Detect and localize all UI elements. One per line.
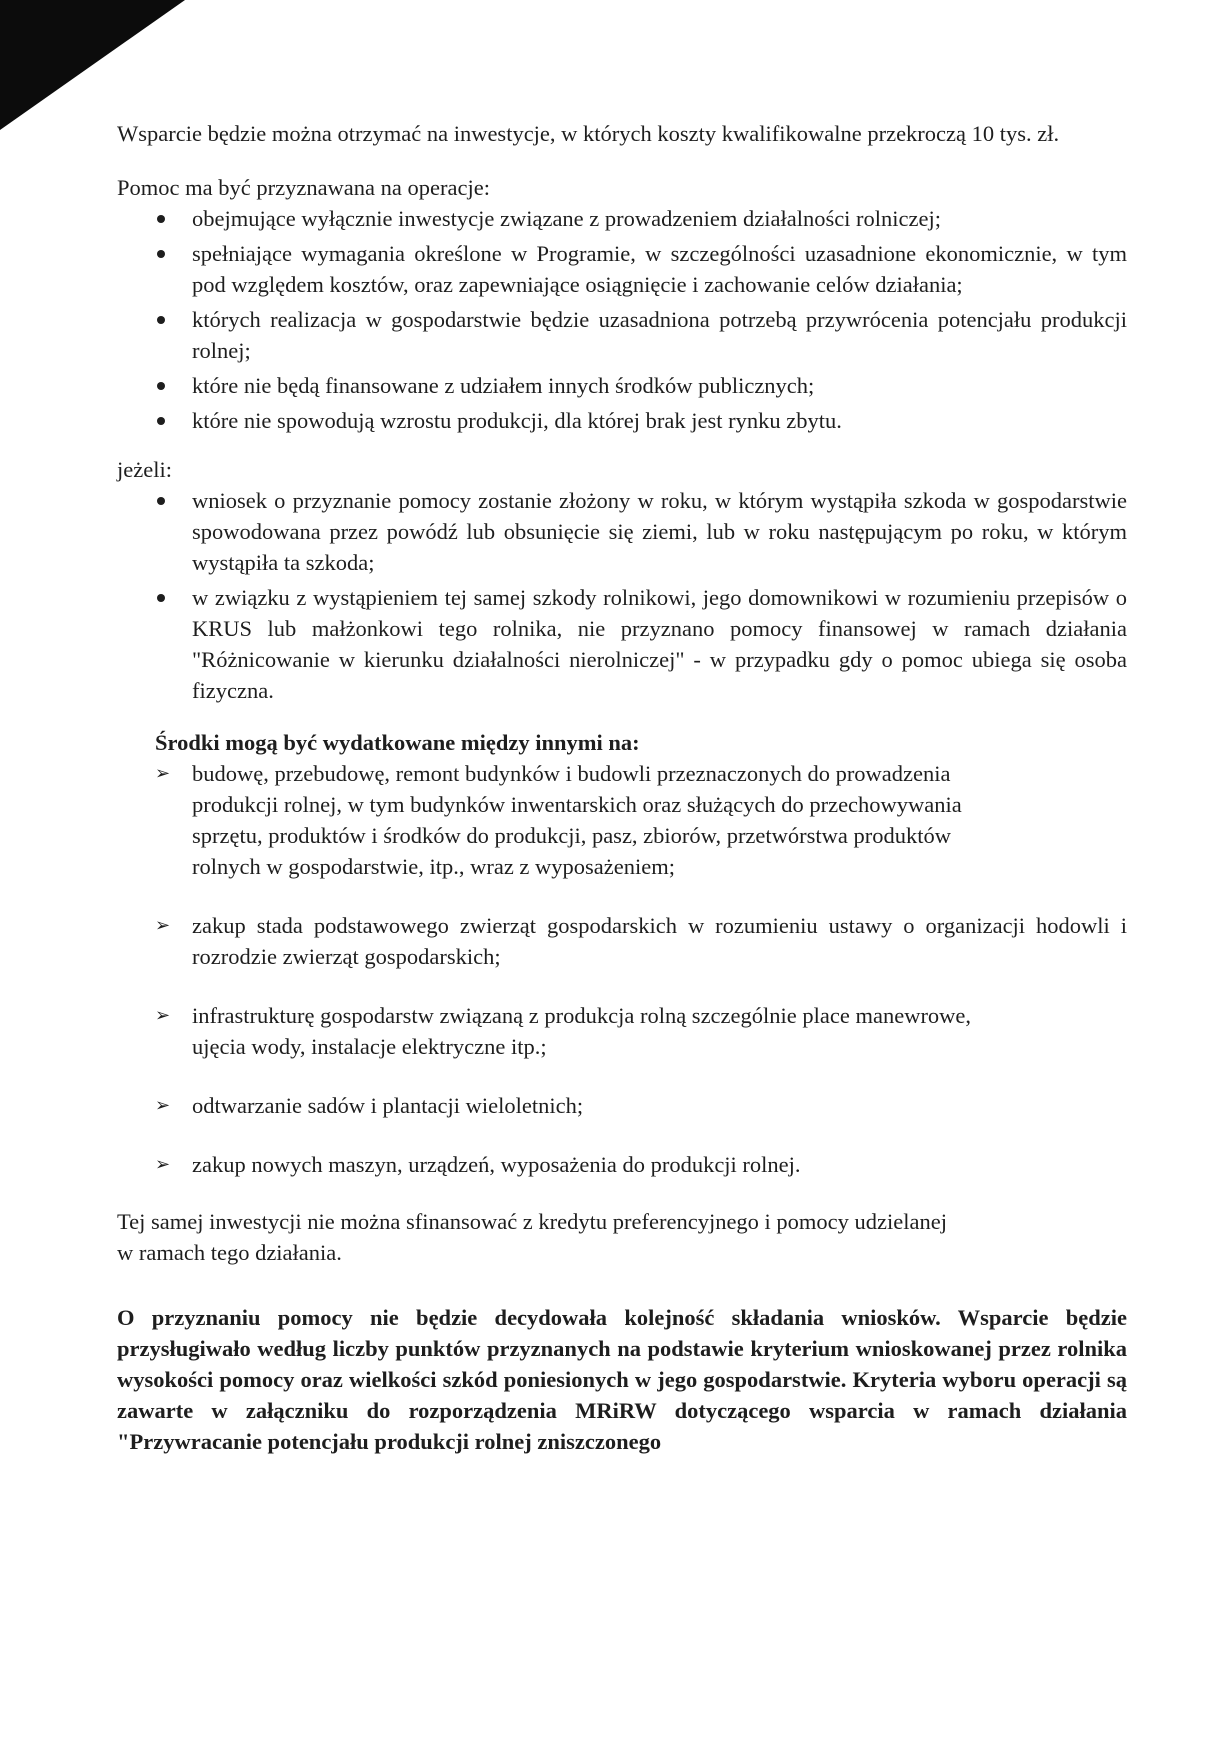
operations-list (117, 203, 1127, 436)
conditions-lead: jeżeli: (117, 457, 172, 482)
means-list (117, 758, 1127, 1180)
scan-dark-corner (0, 0, 185, 130)
list-item (117, 1090, 1127, 1121)
list-item-text: zakup nowych maszyn, urządzeń, wyposażenia do produkcji rolnej. (192, 1152, 801, 1177)
list-item (117, 1000, 1127, 1062)
list-item (117, 910, 1127, 972)
arrow-bullet-icon: ➢ (155, 763, 171, 784)
arrow-bullet-icon: ➢ (155, 1154, 171, 1175)
list-item: obejmujące wyłącznie inwestycje związane z prowadzeniem działalności rolniczej; (117, 203, 1127, 234)
arrow-bullet-icon: ➢ (155, 1095, 171, 1116)
arrow-bullet-icon: ➢ (155, 915, 171, 936)
list-item: które nie będą finansowane z udziałem innych środków publicznych; (117, 370, 1127, 401)
means-heading: Środki mogą być wydatkowane między innymi na: (155, 730, 640, 755)
list-item: spełniające wymagania określone w Programie, w szczególności uzasadnione ekonomicznie, w tym pod względem kosztów, oraz zapewniające osiągnięcie i zachowanie celów działania; (117, 238, 1127, 300)
list-item: które nie spowodują wzrostu produkcji, dla której brak jest rynku zbytu. (117, 405, 1127, 436)
intro-paragraph: Wsparcie będzie można otrzymać na inwestycje, w których koszty kwalifikowalne przekroczą 10 tys. zł. (117, 121, 1060, 146)
conditions-list (117, 485, 1127, 706)
closing-paragraph: Tej samej inwestycji nie można sfinansować z kredytu preferencyjnego i pomocy udzielanej w ramach tego działania. (117, 1209, 947, 1265)
list-item (117, 758, 1127, 882)
document-page (117, 118, 1127, 1457)
arrow-bullet-icon: ➢ (155, 1005, 171, 1026)
list-item: w związku z wystąpieniem tej samej szkody rolnikowi, jego domownikowi w rozumieniu przepisów o KRUS lub małżonkowi tego rolnika, nie przyznano pomocy finansowej w ramach działania "Różnicowanie w kierunku działalności nierolniczej" - w przypadku gdy o pomoc ubiega się osoba fizyczna. (117, 582, 1127, 706)
list-item: wniosek o przyznanie pomocy zostanie złożony w roku, w którym wystąpiła szkoda w gospodarstwie spowodowana przez powódź lub obsunięcie się ziemi, lub w roku następującym po roku, w którym wystąpiła ta szkoda; (117, 485, 1127, 578)
criteria-paragraph: O przyznaniu pomocy nie będzie decydowała kolejność składania wniosków. Wsparcie będzie przysługiwało według liczby punktów przyznanych na podstawie kryterium wnioskowanej przez rolnika wysokości pomocy oraz wielkości szkód poniesionych w jego gospodarstwie. Kryteria wyboru operacji są zawarte w załączniku do rozporządzenia MRiRW dotyczącego wsparcia w ramach działania "Przywracanie potencjału produkcji rolnej zniszczonego (117, 1305, 1127, 1454)
operations-lead: Pomoc ma być przyznawana na operacje: (117, 175, 490, 200)
list-item-text: zakup stada podstawowego zwierząt gospodarskich w rozumieniu ustawy o organizacji hodowli i rozrodzie zwierząt gospodarskich; (192, 913, 1127, 969)
list-item-text: odtwarzanie sadów i plantacji wieloletnich; (192, 1093, 584, 1118)
list-item-text: infrastrukturę gospodarstw związaną z produkcja rolną szczególnie place manewrowe, ujęcia wody, instalacje elektryczne itp.; (192, 1003, 972, 1059)
list-item (117, 1149, 1127, 1180)
list-item-text: budowę, przebudowę, remont budynków i budowli przeznaczonych do prowadzenia produkcji rolnej, w tym budynków inwentarskich oraz służących do przechowywania sprzętu, produktów i środków do produkcji, pasz, zbiorów, przetwórstwa produktów rolnych w gospodarstwie, itp., wraz z wyposażeniem; (192, 761, 962, 879)
list-item: których realizacja w gospodarstwie będzie uzasadniona potrzebą przywrócenia potencjału produkcji rolnej; (117, 304, 1127, 366)
